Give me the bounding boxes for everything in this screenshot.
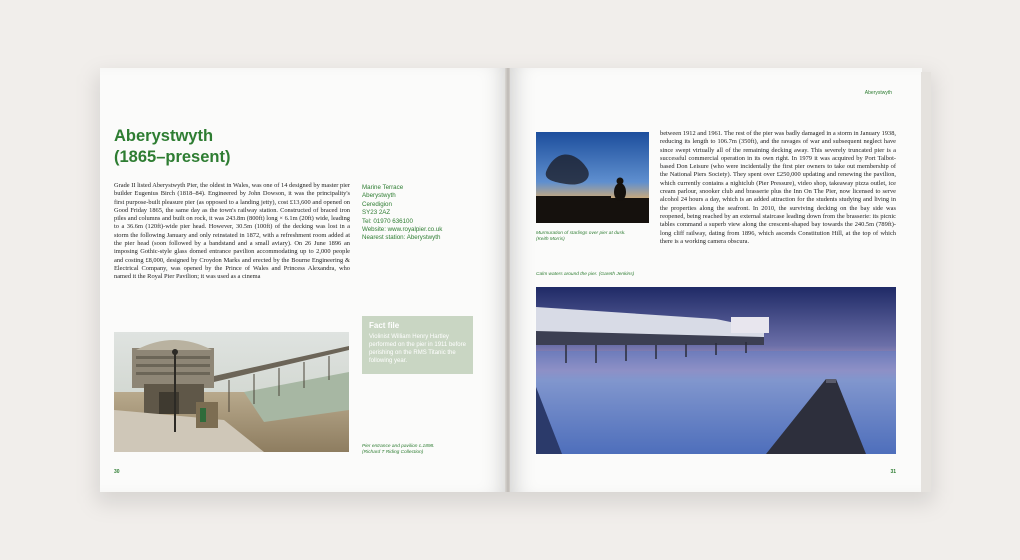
address-line: Tel: 01970 636100 <box>362 217 413 225</box>
right-body-text: between 1912 and 1961. The rest of the pier was badly damaged in a storm in January 1938, reducing its length to 106.7m (350ft), and the ravages of war and subsequent neglect have since swept virtually all of the remaining decking away. This severely truncated pier is a successful commercial operation in its own right. In 1979 it was acquired by Port Talbot-based Don Leisure (who were incidentally the first pier owners to take out membership of the National Piers Society). They spent over £250,000 updating and renewing the pavilion, which currently contains a nightclub (Pier Pressure), video shop, takeaway pizza outlet, ice cream parlour, snooker club and brasserie plus the Inn On The Pier, now licensed to serve alcohol 24 hours a day, which is an added attraction for the students studying and living in the properties along the seafront. In 2010, the surviving decking on the bay side was reopened, being reached by an external staircase leading down from the brasserie: its picnic tables command a superb view along the crescent-shaped bay towards the 240.5m (789ft)-long cliff railway, dating from 1896, which ascends Constitution Hill, at the top of which there is a working camera obscura. <box>660 130 896 245</box>
calm-waters-caption: Calm waters around the pier. (Gareth Jenkins) <box>536 272 635 277</box>
running-head: Aberystwyth <box>864 90 892 96</box>
starlings-caption <box>536 231 626 244</box>
caption-line: (Keith Morris) <box>536 237 565 243</box>
left-page <box>100 68 507 492</box>
title-line-2: (1865–present) <box>114 148 231 166</box>
fact-file-text: Violinist William Henry Hartley performed on the pier in 1911 before perishing on the RMS Titanic the following year. <box>369 334 466 364</box>
address-line: Ceredigion <box>362 200 392 208</box>
address-line: SY23 2AZ <box>362 209 391 217</box>
fact-file-heading: Fact file <box>369 321 400 330</box>
right-page <box>510 68 922 492</box>
page-number-right: 31 <box>890 469 896 475</box>
caption-line: Murmuration of starlings over pier at dusk. <box>536 231 626 236</box>
pier-pavilion-caption <box>362 444 435 457</box>
caption-line: (Richard T Riding Collection) <box>362 450 424 456</box>
pier-pavilion-photo <box>114 332 349 452</box>
address-block <box>362 184 442 243</box>
page-edge <box>921 72 931 492</box>
fact-file-box <box>362 316 473 374</box>
address-line: Aberystwyth <box>362 192 396 200</box>
title-line-1: Aberystwyth <box>114 127 214 145</box>
calm-waters-photo <box>536 287 896 454</box>
left-body-text: Grade II listed Aberystwyth Pier, the oldest in Wales, was one of 14 designed by master pier builder Eugenius Birch (1818–84). Engineered by John Dowson, it was the principality's first purpose-built pleasure pier (as opposed to a landing jetty), cost £13,600 and opened on Good Friday 1865, the same day as the town's railway station. Constructed of braced iron piles and columns and built on rock, it was 243.8m (800ft) long × 6.1m (20ft) wide, leading to a 36.6m (120ft)-wide pier head. However, 30.5m (100ft) of the decking was lost in a storm the following January and only reinstated in 1872, with a refreshment room added at the pier head (soon followed by a bandstand and a small aviary). On 26 June 1896 an imposing Gothic-style glass domed entrance pavilion accommodating up to 2,000 people and costing £8,000, designed by Croydon Marks and erected by the Bourne Engineering & Electrical Company, was opened by the Prince of Wales and Princess Alexandra, who named it the Royal Pier Pavilion; it was used as a cinema <box>114 182 350 281</box>
starlings-photo <box>536 132 649 223</box>
address-line: Nearest station: Aberystwyth <box>362 234 441 242</box>
page-title <box>114 126 334 168</box>
address-line: Marine Terrace <box>362 184 404 191</box>
address-line: Website: www.royalpier.co.uk <box>362 226 443 234</box>
caption-line: Pier entrance and pavilion c.1898. <box>362 444 435 449</box>
page-number-left: 30 <box>114 469 120 475</box>
